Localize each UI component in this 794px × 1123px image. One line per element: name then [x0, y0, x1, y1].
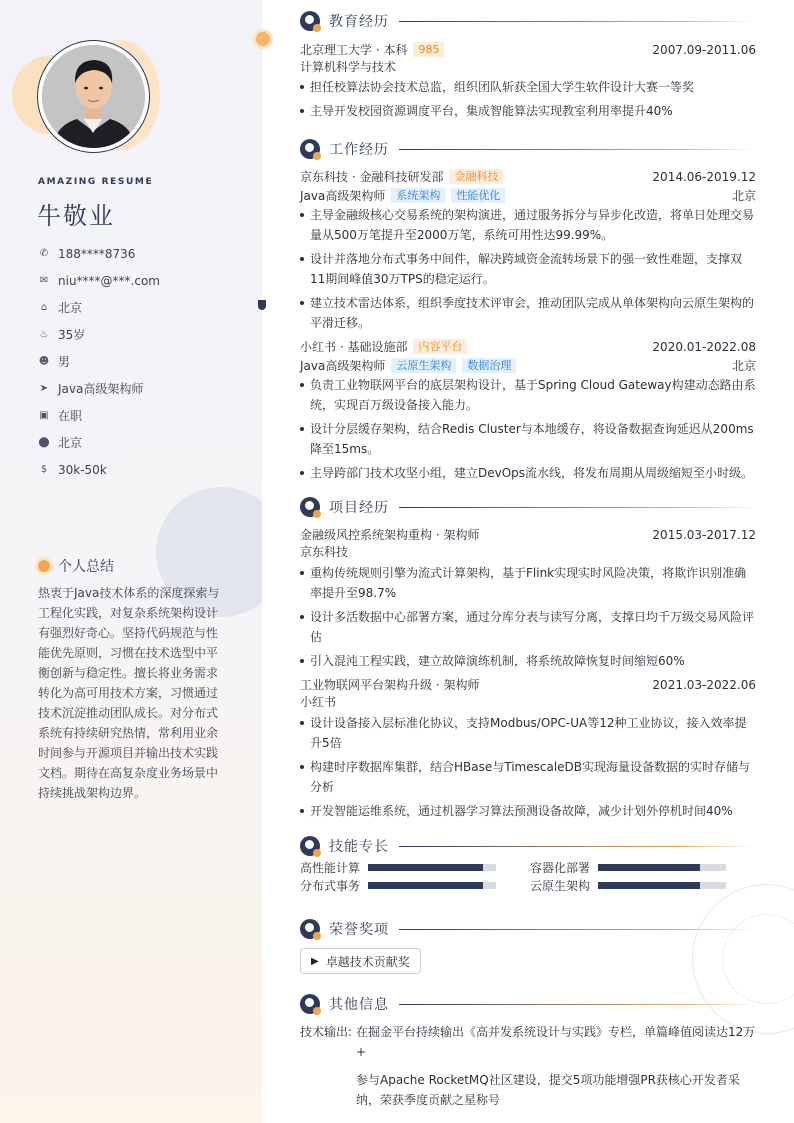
section-bullet-icon	[300, 497, 320, 517]
list-item: 主导金融级核心交易系统的架构演进，通过服务拆分与异步化改造，将单日处理交易量从500万笔提升至2000万笔，系统可用性达99.99%。	[300, 205, 756, 245]
skill-bar	[598, 864, 726, 871]
summary-text: 热衷于Java技术体系的深度探索与工程化实践，对复杂系统架构设计有强烈好奇心。坚持代码规范与性能优先原则，习惯在技术选型中平衡创新与稳定性。擅长将业务需求转化为高可用技术方案，习惯通过技术沉淀推动团队成长。对分布式系统有持续研究热情，常利用业余时间参与开源项目并输出技术实践文档。期待在高复杂度业务场景中持续挑战架构边界。	[38, 586, 220, 800]
list-item: 建立技术雷达体系，组织季度技术评审会，推动团队完成从单体架构向云原生架构的平滑迁移。	[300, 293, 756, 333]
work-section	[300, 138, 756, 487]
section-divider	[399, 149, 756, 150]
list-item: 负责工业物联网平台的底层架构设计，基于Spring Cloud Gateway构建动态路由系统，实现百万级设备接入能力。	[300, 375, 756, 415]
sidebar	[0, 0, 262, 1123]
skill-level-fill	[598, 864, 700, 871]
play-triangle-icon: ▶	[311, 955, 319, 967]
project-company: 京东科技	[300, 545, 349, 559]
other-section	[300, 993, 756, 1118]
skill-name: 高性能计算	[300, 861, 361, 875]
contact-info-list	[38, 240, 160, 483]
section-bullet-icon	[300, 919, 320, 939]
skill-name: 容器化部署	[530, 861, 591, 875]
job-period: 2014.06-2019.12	[652, 169, 756, 184]
salary-value: 30k-50k	[58, 462, 107, 477]
section-header	[300, 138, 756, 160]
job-role-row	[300, 186, 756, 205]
skill-item	[530, 860, 756, 875]
info-age	[38, 321, 160, 348]
skill-name: 云原生架构	[530, 879, 591, 893]
dot-icon	[38, 560, 50, 572]
info-phone	[38, 240, 160, 267]
skills-section	[300, 835, 756, 893]
email-value: niu****@***.com	[58, 273, 160, 288]
location-pin-icon: ⬤	[38, 436, 50, 448]
skill-level-fill	[368, 864, 483, 871]
skill-tag: 性能优化	[451, 188, 505, 203]
major: 计算机科学与技术	[300, 60, 397, 74]
list-item: 主导跨部门技术攻坚小组，建立DevOps流水线，将发布周期从周级缩短至小时级。	[300, 463, 756, 483]
gender-icon: ☻	[38, 355, 50, 367]
avatar-portrait	[42, 45, 145, 148]
main-content	[262, 0, 794, 1123]
info-hometown	[38, 294, 160, 321]
info-target-position	[38, 375, 160, 402]
list-item: 设计分层缓存架构，结合Redis Cluster与本地缓存，将设备数据查询延迟从200ms降至15ms。	[300, 419, 756, 459]
decor-dot	[258, 300, 266, 310]
list-item: 开发智能运维系统，通过机器学习算法预测设备故障，减少计划外停机时间40%	[300, 801, 756, 821]
list-item: 设计设备接入层标准化协议，支持Modbus/OPC-UA等12种工业协议，接入效率提升5倍	[300, 713, 756, 753]
avatar-frame	[37, 40, 150, 153]
section-title: 荣誉奖项	[329, 922, 389, 938]
job-role: Java高级架构师	[300, 189, 386, 203]
section-title: 项目经历	[329, 500, 389, 516]
avatar	[42, 45, 145, 148]
award-badge	[300, 948, 421, 974]
project-company: 小红书	[300, 695, 337, 709]
salary-icon: $	[40, 463, 48, 475]
section-divider	[399, 846, 756, 847]
info-gender	[38, 348, 160, 375]
section-header	[300, 835, 756, 857]
education-section	[300, 10, 756, 125]
job-company: 京东科技 · 金融科技研发部	[300, 170, 444, 184]
skill-item	[530, 878, 756, 893]
skill-name: 分布式事务	[300, 879, 361, 893]
skill-item	[300, 878, 530, 893]
phone-value: 188****8736	[58, 246, 136, 261]
school-name: 北京理工大学 · 本科	[300, 43, 408, 57]
briefcase-icon: ▣	[39, 409, 49, 421]
list-item: 构建时序数据库集群，结合HBase与TimescaleDB实现海量设备数据的实时存储与分析	[300, 757, 756, 797]
job-role: Java高级架构师	[300, 359, 386, 373]
list-item: 担任校算法协会技术总监，组织团队斩获全国大学生软件设计大赛一等奖	[300, 77, 756, 97]
list-item: 主导开发校园资源调度平台，集成智能算法实现教室利用率提升40%	[300, 101, 756, 121]
section-title: 工作经历	[329, 142, 389, 158]
list-item: 重构传统规则引擎为流式计算架构，基于Flink实现实时风险决策，将欺诈识别准确率提升至98.7%	[300, 563, 756, 603]
other-value: 在掘金平台持续输出《高并发系统设计与实践》专栏，单篇峰值阅读达12万+	[356, 1025, 756, 1059]
section-header	[300, 918, 756, 940]
age-value: 35岁	[58, 328, 86, 342]
job-city: 北京	[731, 359, 756, 373]
section-header	[300, 993, 756, 1015]
projects-section	[300, 496, 756, 825]
project-name: 金融级风控系统架构重构 · 架构师	[300, 528, 480, 542]
other-values	[356, 1022, 756, 1118]
project-name: 工业物联网平台架构升级 · 架构师	[300, 678, 480, 692]
job-tag: 内容平台	[413, 339, 467, 354]
job-header	[300, 337, 756, 356]
location-value: 北京	[58, 436, 83, 450]
section-header	[300, 496, 756, 518]
list-item: 设计多活数据中心部署方案，通过分库分表与读写分离，支撑日均千万级交易风险评估	[300, 607, 756, 647]
skill-level-fill	[368, 882, 483, 889]
section-divider	[399, 1004, 756, 1005]
section-title: 其他信息	[329, 997, 389, 1013]
other-info-row	[300, 1022, 756, 1118]
project-period: 2015.03-2017.12	[652, 527, 756, 542]
skill-bar	[368, 882, 496, 889]
education-period: 2007.09-2011.06	[652, 42, 756, 57]
project-bullets	[300, 563, 756, 671]
job-bullets	[300, 375, 756, 483]
section-title: 教育经历	[329, 14, 389, 30]
skill-tag: 数据治理	[462, 358, 516, 373]
project-bullets	[300, 713, 756, 821]
skills-grid	[300, 860, 756, 893]
hometown-value: 北京	[58, 301, 83, 315]
award-name: 卓越技术贡献奖	[325, 954, 410, 969]
skill-tag: 云原生架构	[391, 358, 456, 373]
skill-bar	[368, 864, 496, 871]
list-item: 引入混沌工程实践，建立故障演练机制，将系统故障恢复时间缩短60%	[300, 651, 756, 671]
skill-level-fill	[598, 882, 700, 889]
education-bullets	[300, 77, 756, 121]
phone-icon: ✆	[39, 247, 49, 259]
resume-tagline: AMAZING RESUME	[38, 177, 154, 187]
section-bullet-icon	[300, 836, 320, 856]
project-period: 2021.03-2022.06	[652, 677, 756, 692]
skill-item	[300, 860, 530, 875]
skill-bar	[598, 882, 726, 889]
info-salary	[38, 456, 160, 483]
school-tag: 985	[413, 42, 444, 57]
target-position-value: Java高级架构师	[58, 382, 144, 396]
status-value: 在职	[58, 409, 83, 423]
section-bullet-icon	[300, 139, 320, 159]
job-header	[300, 167, 756, 186]
section-bullet-icon	[300, 11, 320, 31]
summary-heading	[38, 556, 114, 576]
honors-section	[300, 918, 756, 974]
cake-icon: ♨	[39, 328, 49, 340]
section-divider	[399, 507, 756, 508]
email-icon: ✉	[39, 274, 49, 286]
other-label: 技术输出:	[300, 1025, 353, 1039]
section-bullet-icon	[300, 994, 320, 1014]
summary-title: 个人总结	[58, 559, 114, 575]
info-email	[38, 267, 160, 294]
section-divider	[399, 929, 756, 930]
decor-dot	[256, 32, 270, 46]
candidate-name: 牛敬业	[37, 202, 115, 230]
home-icon: ⌂	[40, 301, 48, 313]
project-header	[300, 525, 756, 544]
send-icon: ➤	[39, 382, 49, 394]
section-title: 技能专长	[329, 839, 389, 855]
section-divider	[399, 21, 756, 22]
list-item: 设计并落地分布式事务中间件，解决跨域资金流转场景下的强一致性难题，支撑双11期间峰值30万TPS的稳定运行。	[300, 249, 756, 289]
job-role-row	[300, 356, 756, 375]
job-period: 2020.01-2022.08	[652, 339, 756, 354]
job-bullets	[300, 205, 756, 333]
other-value: 参与Apache RocketMQ社区建设，提交5项功能增强PR获核心开发者采纳，荣获季度贡献之星称号	[356, 1073, 740, 1107]
info-location	[38, 429, 160, 456]
job-company: 小红书 · 基础设施部	[300, 340, 408, 354]
skill-tag: 系统架构	[391, 188, 445, 203]
gender-value: 男	[58, 355, 71, 369]
job-tag: 金融科技	[449, 169, 503, 184]
job-city: 北京	[731, 189, 756, 203]
project-header	[300, 675, 756, 694]
education-row	[300, 40, 756, 59]
info-status	[38, 402, 160, 429]
section-header	[300, 10, 756, 32]
